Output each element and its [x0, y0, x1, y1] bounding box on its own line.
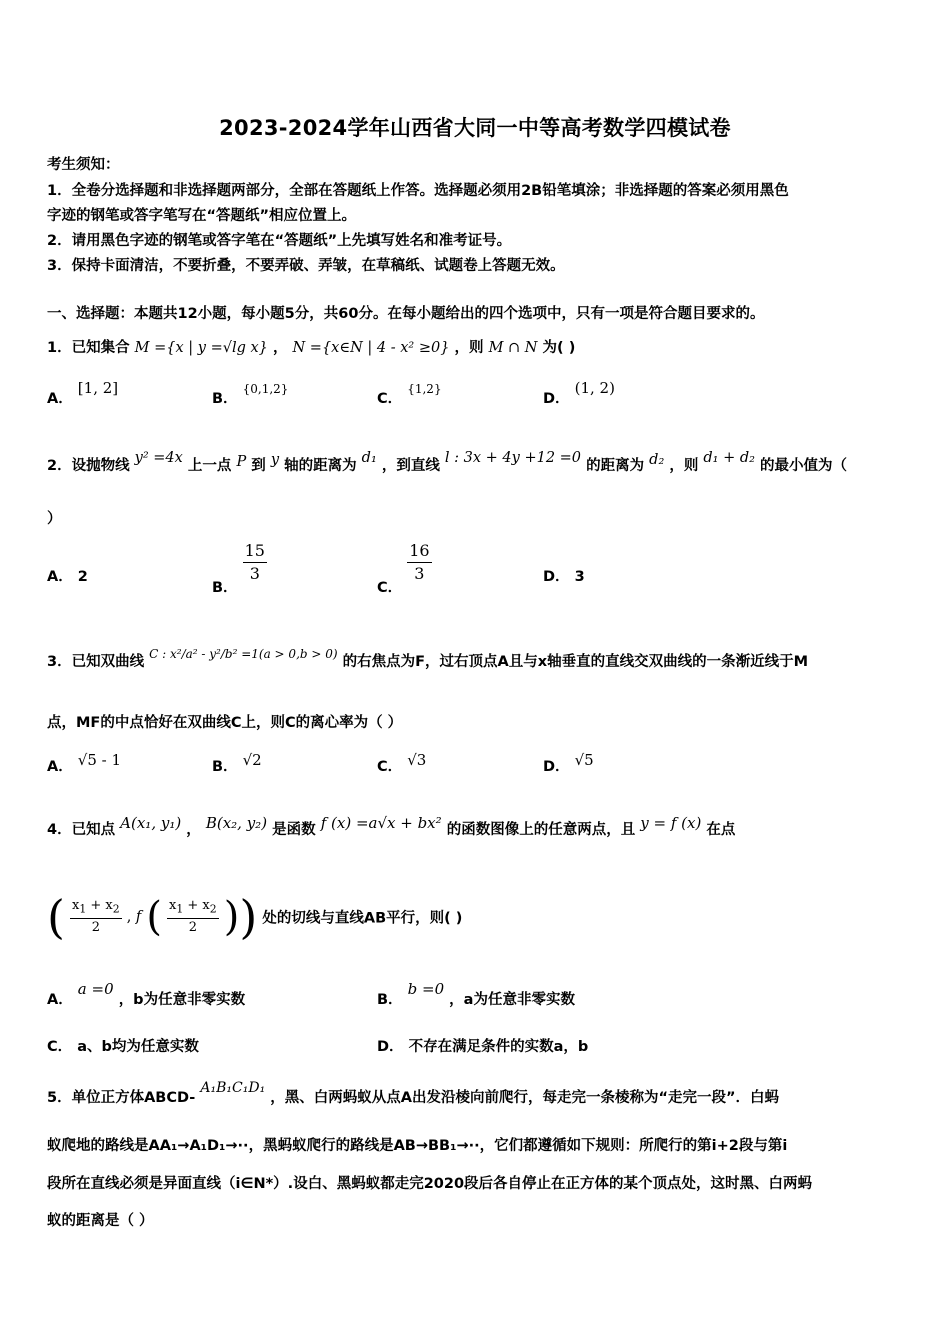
q4-function: f (x) =a√x + bx² [320, 814, 442, 832]
option-text: a、b均为任意实数 [77, 1039, 199, 1055]
q5-text: 5．单位正方体ABCD- [47, 1090, 196, 1106]
q5-line-4: 蚁的距离是（ ） [47, 1213, 154, 1229]
option-label: D． [543, 391, 570, 407]
option-value: √5 [574, 751, 594, 769]
option-math: b =0 [407, 980, 445, 998]
section-heading: 一、选择题：本题共12小题，每小题5分，共60分。在每小题给出的四个选项中，只有一项是符合题目要求的。 [47, 306, 765, 322]
q2-d1: d₁ [361, 450, 377, 466]
q4-option-c[interactable] [47, 1035, 199, 1056]
right-paren: ) [239, 890, 258, 944]
q4-option-a[interactable] [47, 980, 246, 1009]
q3-option-b[interactable] [212, 751, 262, 776]
q1-set-n: N ={x∈N | 4 - x² ≥0} [292, 340, 450, 356]
question-5 [47, 1080, 780, 1107]
option-label: A． [47, 992, 73, 1008]
q2-axis: y [270, 452, 280, 468]
q4-text: 处的切线与直线AB平行，则( ) [262, 910, 463, 927]
notice-item-2: 2．请用黑色字迹的钢笔或答字笔在“答题纸”上先填写姓名和准考证号。 [47, 233, 512, 249]
q1-suffix: 为( ) [542, 340, 576, 356]
option-value: √5 - 1 [77, 751, 122, 769]
q4-point-a: A(x₁, y₁) [120, 814, 182, 832]
q2-text: 的距离为 [586, 458, 645, 474]
q3-option-d[interactable] [543, 751, 594, 776]
q2-text: ，到直线 [381, 458, 440, 474]
option-label: B． [377, 992, 403, 1008]
q3-hyperbola: C : x²/a² - y²/b² =1(a > 0,b > 0) [149, 647, 338, 661]
q1-option-c[interactable] [377, 382, 442, 408]
q4-curve: y = f (x) [640, 814, 702, 832]
option-label: B． [212, 391, 238, 407]
q5-text: ，黑、白两蚂蚁从点A出发沿棱向前爬行，每走完一条棱称为“走完一段”．白蚂 [270, 1090, 780, 1106]
option-label: D． [377, 1039, 404, 1055]
q4-midpoint-arg: $\frac{x_1 + x_2}{2}$ [169, 897, 217, 936]
q2-text: 的最小值为（ [760, 458, 848, 474]
left-paren-inner: ( [146, 894, 162, 940]
right-paren-inner: ) [223, 894, 240, 940]
q4-text: 的函数图像上的任意两点，且 [446, 822, 636, 838]
notice-heading: 考生须知： [47, 157, 120, 173]
option-fraction [407, 540, 431, 585]
q2-text: 上一点 [187, 458, 232, 474]
option-label: D． [543, 569, 570, 585]
q2-text: ，则 [669, 458, 699, 474]
option-label: C． [47, 1039, 73, 1055]
q2-d2: d₂ [649, 452, 665, 468]
q2-line: l : 3x + 4y +12 =0 [444, 450, 582, 466]
q5-line-2: 蚁爬地的路线是AA₁→A₁D₁→··，黑蚂蚁爬行的路线是AB→BB₁→··，它们都遵循如下规则：所爬行的第i+2段与第i [47, 1138, 788, 1154]
q3-line-2: 点，MF的中点恰好在双曲线C上，则C的离心率为（ ） [47, 715, 403, 731]
q4-midpoint-x: $\frac{x_1 + x_2}{2}$ [72, 897, 120, 936]
option-text: ，a为任意非零实数 [449, 992, 575, 1008]
q3-option-a[interactable] [47, 751, 122, 776]
option-value: {1,2} [407, 382, 442, 396]
q2-option-d[interactable] [543, 565, 585, 586]
question-4 [47, 814, 736, 839]
q2-option-a[interactable] [47, 565, 88, 586]
q2-text: 到 [251, 458, 266, 474]
q2-parabola: y² =4x [134, 450, 183, 466]
q2-sum: d₁ + d₂ [703, 450, 755, 466]
question-3 [47, 647, 809, 671]
left-paren: ( [47, 890, 65, 944]
question-2 [47, 450, 848, 475]
q5-cube-top: A₁B₁C₁D₁ [200, 1080, 266, 1096]
q4-line-2: ( $\frac{x_1 + x_2}{2}$ , f ( $\frac{x_1 + x_2}{2}$ )) 处的切线与直线AB平行，则( ) [47, 890, 463, 944]
q4-text: ， [186, 822, 201, 838]
q4-option-d[interactable] [377, 1035, 588, 1056]
q1-separator: ， [272, 340, 288, 356]
q4-point-b: B(x₂, y₂) [205, 814, 268, 832]
numerator: 16 [407, 540, 431, 563]
q2-option-c[interactable] [377, 540, 432, 596]
q1-option-a[interactable] [47, 379, 119, 408]
q1-set-m: M ={x | y =√lg x} [134, 340, 268, 356]
option-label: C． [377, 579, 403, 596]
option-value: [1, 2] [77, 379, 119, 397]
option-value: √3 [407, 751, 427, 769]
q4-text: 4．已知点 [47, 822, 116, 838]
question-1 [47, 336, 575, 357]
option-math: a =0 [77, 980, 114, 998]
q5-line-3: 段所在直线必须是异面直线（i∈N*）.设白、黑蚂蚁都走完2020段后各自停止在正方体的某个顶点处，这时黑、白两蚂 [47, 1176, 813, 1192]
q2-line-2: ） [47, 511, 62, 527]
denominator: 3 [249, 564, 260, 583]
numerator: 15 [243, 540, 267, 563]
notice-item-1-cont: 字迹的钢笔或答字笔写在“答题纸”相应位置上。 [47, 208, 357, 224]
q2-point: P [236, 454, 247, 470]
option-label: A． [47, 759, 73, 775]
notice-item-3: 3．保持卡面清洁，不要折叠，不要弄破、弄皱，在草稿纸、试题卷上答题无效。 [47, 258, 565, 274]
q1-option-d[interactable] [543, 379, 615, 408]
q4-option-b[interactable] [377, 980, 575, 1009]
q1-middle: ，则 [454, 340, 484, 356]
q2-text: 2．设抛物线 [47, 458, 130, 474]
option-value: √2 [242, 751, 262, 769]
option-value: 2 [77, 569, 88, 585]
q4-text: 是函数 [272, 822, 316, 838]
option-fraction [243, 540, 267, 585]
q1-expression: M ∩ N [488, 340, 538, 356]
option-label: C． [377, 759, 403, 775]
q4-text: 在点 [706, 822, 736, 838]
option-label: D． [543, 759, 570, 775]
option-text: ，b为任意非零实数 [118, 992, 246, 1008]
page-title: 2023-2024学年山西省大同一中等高考数学四模试卷 [219, 116, 731, 140]
q1-option-b[interactable] [212, 382, 289, 408]
option-value: (1, 2) [574, 379, 615, 397]
option-value: 3 [574, 569, 585, 585]
option-label: C． [377, 391, 403, 407]
option-label: A． [47, 391, 73, 407]
option-label: B． [212, 759, 238, 775]
q1-prefix: 1．已知集合 [47, 340, 130, 356]
option-text: 不存在满足条件的实数a，b [408, 1039, 589, 1055]
option-label: B． [212, 579, 238, 596]
q2-option-b[interactable] [212, 540, 267, 596]
option-value: {0,1,2} [242, 382, 289, 396]
q3-option-c[interactable] [377, 751, 427, 776]
notice-item-1: 1．全卷分选择题和非选择题两部分，全部在答题纸上作答。选择题必须用2B铅笔填涂；非选择题的答案必须用黑色 [47, 183, 789, 199]
option-label: A． [47, 569, 73, 585]
denominator: 3 [414, 564, 425, 583]
q3-text: 3．已知双曲线 [47, 654, 145, 670]
q2-text: 轴的距离为 [284, 458, 357, 474]
q3-text: 的右焦点为F，过右顶点A且与x轴垂直的直线交双曲线的一条渐近线于M [342, 654, 809, 670]
